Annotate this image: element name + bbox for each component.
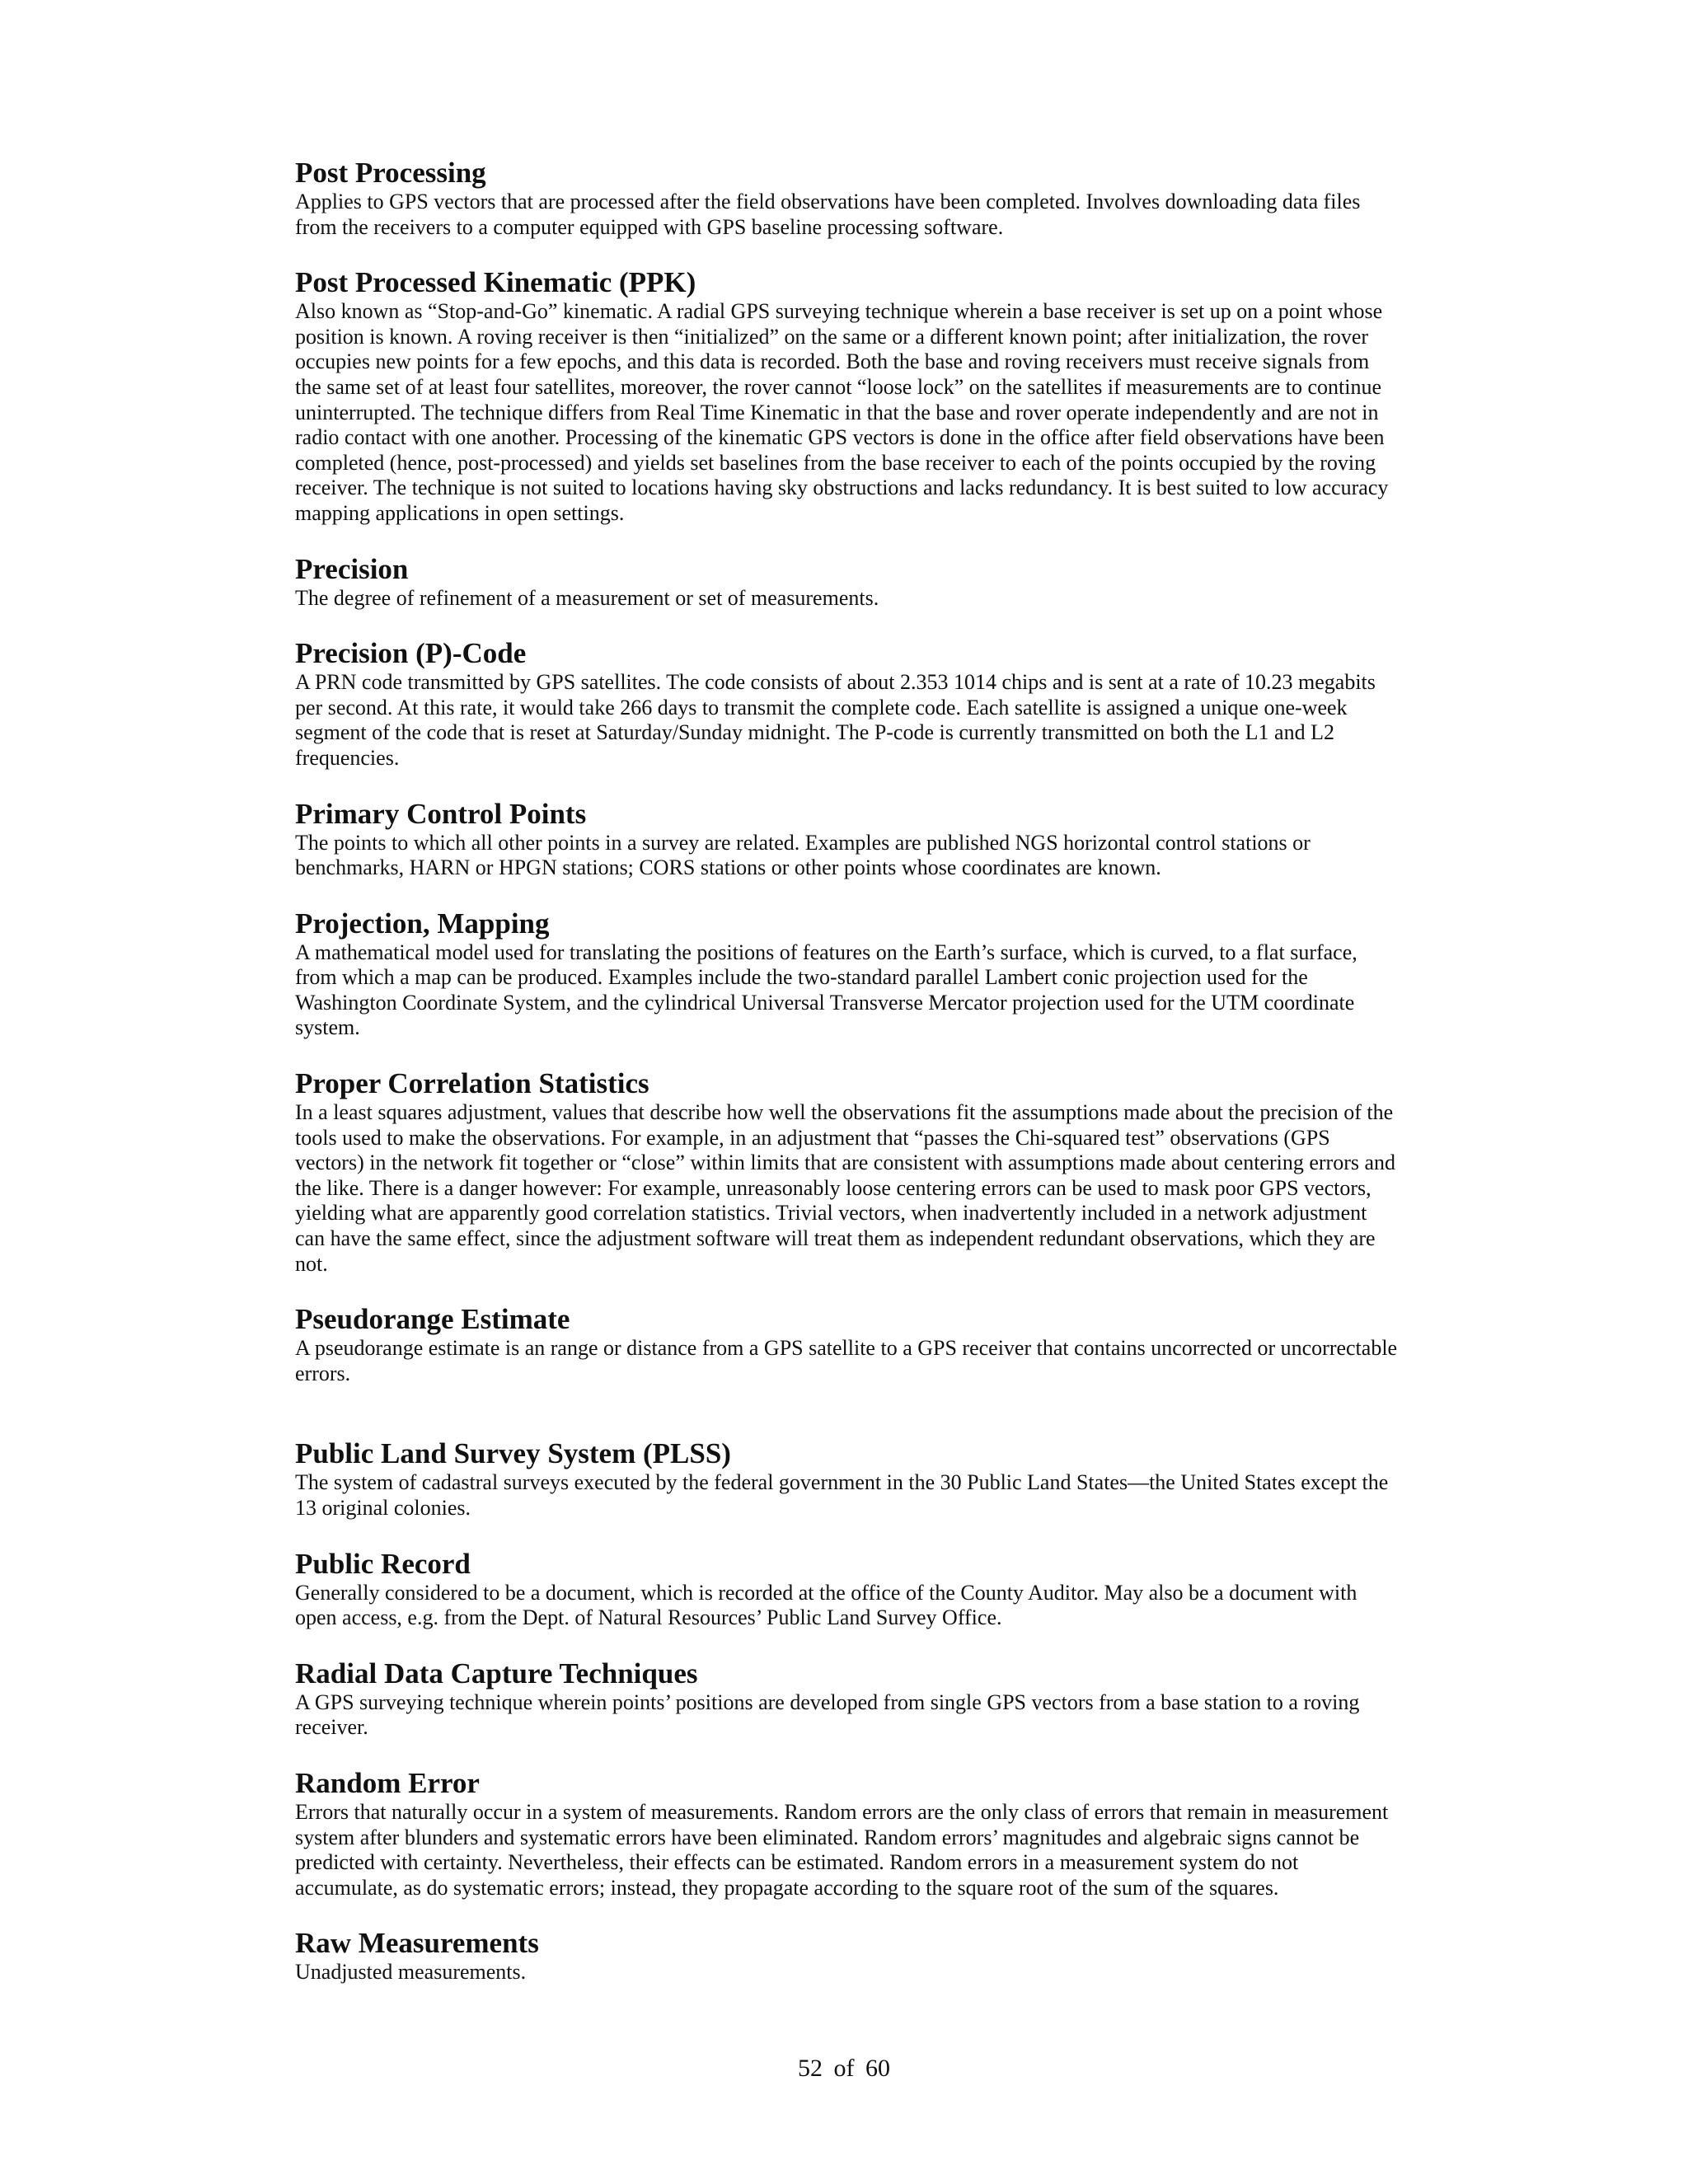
glossary-entry-precision	[295, 553, 1400, 612]
glossary-entry-post-processing	[295, 157, 1400, 240]
term-definition: A GPS surveying technique wherein points’ positions are developed from single GPS vectors from a base station to a roving receiver.	[295, 1690, 1360, 1740]
glossary-entry-p-code	[295, 637, 1400, 771]
term-definition: Errors that naturally occur in a system of measurements. Random errors are the only class of errors that remain in measurement system after blunders and systematic errors have been eliminated. Random errors’ magnitudes and algebraic signs cannot be predicted with certainty. Nevertheless, their effects can be estimated. Random errors in a measurement system do not accumulate, as do systematic errors; instead, they propagate according to the square root of the sum of the squares.	[295, 1799, 1389, 1900]
glossary-entry-projection-mapping	[295, 907, 1400, 1041]
glossary-entry-pseudorange-estimate	[295, 1303, 1400, 1386]
term-definition: A PRN code transmitted by GPS satellites. The code consists of about 2.353 1014 chips and is sent at a rate of 10.23 megabits per second. At this rate, it would take 266 days to transmit the complete code. Each satellite is assigned a unique one-week segment of the code that is reset at Saturday/Sunday midnight. The P-code is currently transmitted on both the L1 and L2 frequencies.	[295, 670, 1376, 770]
term-heading: Public Land Survey System (PLSS)	[295, 1437, 731, 1470]
glossary-entry-raw-measurements	[295, 1927, 1400, 1985]
term-definition: A pseudorange estimate is an range or distance from a GPS satellite to a GPS receiver that contains uncorrected or uncorrectable errors.	[295, 1336, 1398, 1385]
glossary-entry-ppk	[295, 266, 1400, 526]
term-definition: Applies to GPS vectors that are processed after the field observations have been completed. Involves downloading data files from the receivers to a computer equipped with GPS baseline processing software.	[295, 190, 1361, 239]
term-definition: The points to which all other points in a survey are related. Examples are published NGS horizontal control stations or benchmarks, HARN or HPGN stations; CORS stations or other points whose coordinates are known.	[295, 830, 1311, 880]
glossary-entry-plss	[295, 1437, 1400, 1521]
term-definition: The degree of refinement of a measurement or set of measurements.	[295, 585, 879, 610]
glossary-entry-public-record	[295, 1548, 1400, 1631]
term-definition: Also known as “Stop-and-Go” kinematic. A radial GPS surveying technique wherein a base receiver is set up on a point whose position is known. A roving receiver is then “initialized” on the same or a different known point; after initialization, the rover occupies new points for a few epochs, and this data is recorded. Both the base and roving receivers must receive signals from the same set of at least four satellites, moreover, the rover cannot “loose lock” on the satellites if measurements are to continue uninterrupted. The technique differs from Real Time Kinematic in that the base and rover operate independently and are not in radio contact with one another. Processing of the kinematic GPS vectors is done in the office after field observations have been completed (hence, post-processed) and yields set baselines from the base receiver to each of the points occupied by the roving receiver. The technique is not suited to locations having sky obstructions and lacks redundancy. It is best suited to low accuracy mapping applications in open settings.	[295, 299, 1389, 525]
term-heading: Raw Measurements	[295, 1927, 539, 1960]
term-definition: A mathematical model used for translating the positions of features on the Earth’s surface, which is curved, to a flat surface, from which a map can be produced. Examples include the two-standard parallel Lambert conic projection used for the Washington Coordinate System, and the cylindrical Universal Transverse Mercator projection used for the UTM coordinate system.	[295, 940, 1357, 1040]
term-heading: Proper Correlation Statistics	[295, 1067, 649, 1100]
term-definition: Unadjusted measurements.	[295, 1960, 527, 1985]
term-heading: Precision	[295, 552, 409, 585]
glossary-entry-proper-correlation-statistics	[295, 1067, 1400, 1277]
term-heading: Radial Data Capture Techniques	[295, 1657, 698, 1690]
glossary-content	[295, 157, 1400, 1985]
term-heading: Primary Control Points	[295, 797, 587, 830]
term-definition: In a least squares adjustment, values that describe how well the observations fit the assumptions made about the precision of the tools used to make the observations. For example, in an adjustment that “passes the Chi-squared test” observations (GPS vectors) in the network fit together or “close” within limits that are consistent with assumptions made about centering errors and the like. There is a danger however: For example, unreasonably loose centering errors can be used to mask poor GPS vectors, yielding what are apparently good correlation statistics. Trivial vectors, when inadvertently included in a network adjustment can have the same effect, since the adjustment software will treat them as independent redundant observations, which they are not.	[295, 1100, 1396, 1276]
term-heading: Post Processing	[295, 157, 486, 189]
term-definition: The system of cadastral surveys executed by the federal government in the 30 Public Land States—the United States except the 13 original colonies.	[295, 1470, 1389, 1520]
term-definition: Generally considered to be a document, which is recorded at the office of the County Auditor. May also be a document with open access, e.g. from the Dept. of Natural Resources’ Public Land Survey Office.	[295, 1580, 1357, 1630]
term-heading: Projection, Mapping	[295, 907, 550, 940]
term-heading: Random Error	[295, 1766, 480, 1799]
term-heading: Precision (P)-Code	[295, 637, 527, 670]
term-heading: Public Record	[295, 1547, 471, 1580]
glossary-entry-random-error	[295, 1767, 1400, 1900]
term-heading: Pseudorange Estimate	[295, 1303, 570, 1336]
glossary-entry-primary-control-points	[295, 798, 1400, 881]
page-number: 52 of 60	[798, 2055, 890, 2082]
term-heading: Post Processed Kinematic (PPK)	[295, 266, 696, 299]
glossary-entry-radial-data-capture	[295, 1657, 1400, 1741]
